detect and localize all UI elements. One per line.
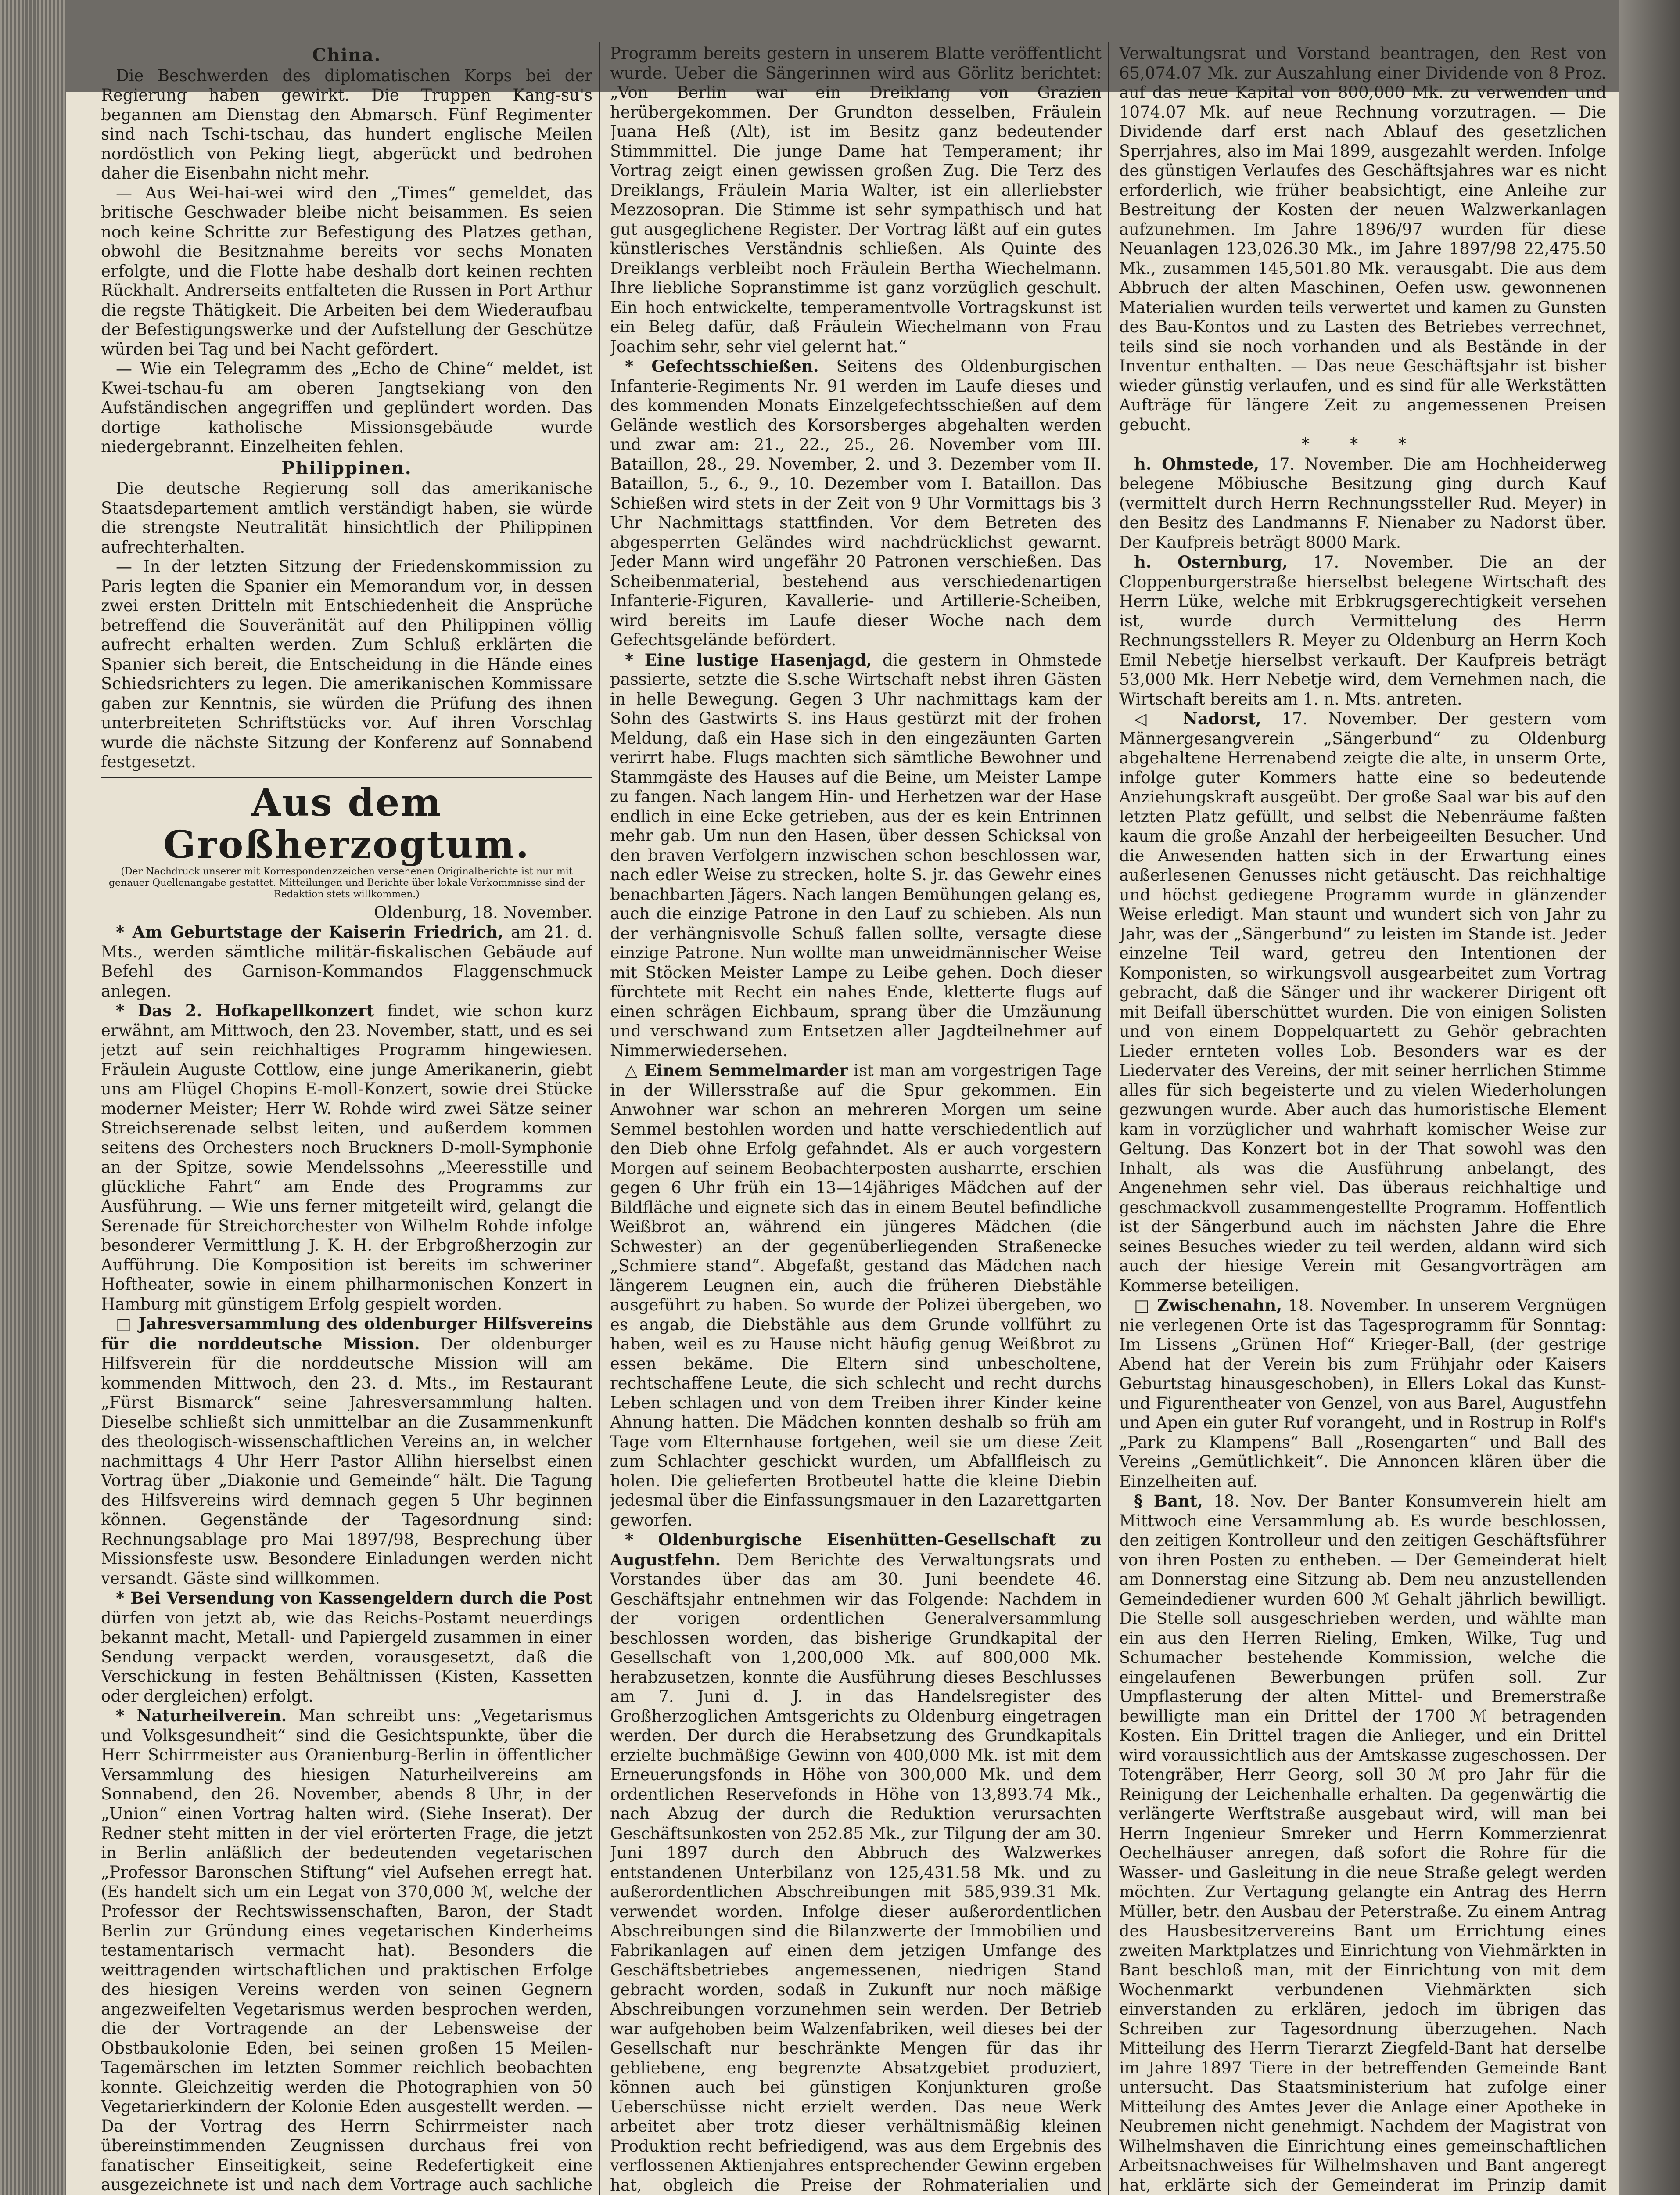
section-heading-china: China. [312,45,381,65]
item-text: Der oldenburger Hilfsverein für die norddeutsche Mission will am kommenden Mittwoch, den 23. d. Mts., im Restaurant „Fürst Bismarck“ seine Jahresversammlung halten. Dieselbe schließt sich unmittelbar an die Zusammenkunft des theologisch-wissenschaftlichen Vereins an, in welcher nachmittags 4 Uhr Herr Pastor Allihn hierselbst einen Vortrag über „Diakonie und Gemeinde“ hält. Die Tagung des Hilfsvereins wird demnach gegen 5 Uhr beginnen können. Gegenstände der Tagesordnung sind: Rechnungsablage pro Mai 1897/98, Besprechung über Missionsfeste usw. Besondere Einladungen werden nicht versandt. Gäste sind willkommen. [101,1334,592,1588]
article-paragraph: — In der letzten Sitzung der Friedenskommission zu Paris legten die Spanier ein Memorandum vor, in dessen zwei ersten Dritteln mit Entschiedenheit die Ansprüche betreffend die Souveränität auf den Philippinen völlig aufrecht erhalten werden. Zum Schluß erklärten die Spanier sich bereit, die Entscheidung in die Hände eines Schiedsrichters zu legen. Die amerikanischen Kommissare gaben zur Kenntnis, sie würden die Prüfung des ihnen unterbreiteten Schriftstücks vor. Auf ihren Vorschlag wurde die nächste Sitzung der Konferenz auf Sonnabend festgesetzt. [101,557,592,771]
news-item [1119,709,1606,1295]
item-text: Dem Berichte des Verwaltungsrats und Vorstandes über das am 30. Juni beendete 46. Geschäftsjahr entnehmen wir das Folgende: Nachdem in der vorigen ordentlichen Generalversammlung beschlossen worden, das bisherige Grundkapital der Gesellschaft von 1,200,000 Mk. auf 800,000 Mk. herabzusetzen, konnte die Ausführung dieses Beschlusses am 7. Juni d. J. in das Handelsregister des Großherzoglichen Amtsgerichts zu Oldenburg eingetragen werden. Der durch die Herabsetzung des Grundkapitals erzielte buchmäßige Gewinn von 400,000 Mk. ist mit dem Erneuerungsfonds in Höhe von 300,000 Mk. und dem ordentlichen Reservefonds in Höhe von 13,893.74 Mk., nach Abzug der durch die Reduktion verursachten Geschäftsunkosten von 252.85 Mk., zur Tilgung der am 30. Juni 1897 durch den Abbruch des Walzwerkes entstandenen Unterbilanz von 125,431.58 Mk. und zu außerordentlichen Abschreibungen mit 585,939.31 Mk. verwendet worden. Infolge dieser außerordentlichen Abschreibungen sind die Bilanzwerte der Immobilien und Fabrikanlagen auf einen dem jetzigen Umfange des Geschäftsbetriebes angemessenen, niedrigen Stand gebracht worden, sodaß in Zukunft nur noch mäßige Abschreibungen vorzunehmen sein werden. Der Betrieb war aufgehoben beim Walzenfabriken, weil dieses bei der Gesellschaft nur beschränkte Mengen für das ihr gebliebene, eng begrenzte Absatzgebiet produziert, können auch bei günstigen Konjunkturen große Ueberschüsse nicht erzielt werden. Das neue Werk arbeitet aber trotz dieser verhältnismäßig kleinen Produktion recht befriedigend, was aus dem Ergebnis des verflossenen Aktienjahres entsprechender Gewinn ergeben hat, obgleich die Preise der Rohmaterialien und [610,1550,1102,2195]
item-lead: ◁ Nadorst, [1134,709,1261,728]
item-text: am 21. d. Mts., werden sämtliche militär-fiskalischen Gebäude auf Befehl des Garnison-Kommandos Flaggenschmuck anlegen. [101,923,592,1000]
reprint-note: (Der Nachdruck unserer mit Korrespondenzzeichen versehenen Originalberichte ist nur mit genauer Quellenangabe gestattet. Mitteilungen und Berichte über lokale Vorkommnisse sind der Redaktion stets willkommen.) [109,866,585,900]
item-text: 17. November. Die am Hochheiderweg belegene Möbiusche Besitzung ging durch Kauf (vermittelt durch Herrn Rechnungssteller Rud. Meyer) in den Besitz des Landmanns F. Nienaber zu Nadorst über. Der Kaufpreis beträgt 8000 Mark. [1119,454,1606,552]
article-paragraph: Programm bereits gestern in unserem Blatte veröffentlicht wurde. Ueber die Sängerinnen wird aus Görlitz berichtet: „Von Berlin war ein Dreiklang von Grazien herübergekommen. Der Grundton desselben, Fräulein Juana Heß (Alt), ist im Besitz ganz bedeutender Stimmmittel. Die junge Dame hat Temperament; ihr Vortrag zeigt einen gewissen großen Zug. Die Terz des Dreiklangs, Fräulein Maria Walter, ist ein allerliebster Mezzosopran. Die Stimme ist sehr sympathisch und hat gut ausgeglichene Register. Der Vortrag läßt auf ein gutes künstlerisches Verständnis schließen. Als Quinte des Dreiklangs verbleibt noch Fräulein Bertha Wiechelmann. Ihre liebliche Sopranstimme ist ganz vorzüglich geschult. Ein hoch entwickelte, temperamentvolle Vortragskunst ist ein Beleg dafür, daß Fräulein Wiechelmann von Frau Joachim sehr, sehr viel gelernt hat.“ [610,44,1102,356]
news-item [101,1706,592,2195]
item-lead: * Naturheilverein. [116,1706,287,1725]
news-item [610,1061,1102,1530]
news-item [1119,552,1606,709]
article-paragraph: — Wie ein Telegramm des „Echo de Chine“ meldet, ist Kwei-tschau-fu am oberen Jangtsekiang von den Aufständischen angegriffen und geplündert worden. Das dortige katholische Missionsgebäude wurde niedergebrannt. Einzelheiten fehlen. [101,359,592,456]
item-text: ist man am vorgestrigen Tage in der Willersstraße auf die Spur gekommen. Ein Anwohner war schon an mehreren Morgen um seine Semmel bestohlen worden und hatte verschiedentlich auf den Dieb ohne Erfolg gefahndet. Als er auch vorgestern Morgen auf seinem Beobachterposten ausharrte, erschien gegen 6 Uhr früh ein 13—14jähriges Mädchen auf der Bildfläche und eignete sich das in einem Beutel befindliche Weißbrot an, während ein jüngeres Mädchen (die Schwester) an der gegenüberliegenden Straßenecke „Schmiere stand“. Abgefaßt, gestand das Mädchen nach längerem Leugnen ein, auch die früheren Diebstähle ausgeführt zu haben. So wurde der Polizei übergeben, wo es angab, die Diebstähle aus dem Grunde vollführt zu haben, weil es zu Hause nicht häufig genug Weißbrot zu essen bekäme. Die Eltern sind unbescholtene, rechtschaffene Leute, die sich schlecht und recht durchs Leben schlagen und von dem Treiben ihrer Kinder keine Ahnung hatten. Die Mädchen konnten deshalb so früh am Tage vom Elternhause fortgehen, weil sie um diese Zeit zum Schlachter geschickt wurden, um Abfallfleisch zu holen. Die gelieferten Brotbeutel hatte die kleine Diebin jedesmal über die Einfassungsmauer in den Lazarettgarten geworfen. [610,1061,1102,1529]
section-heading-grossherzogtum: Aus dem Großherzogtum. [101,777,592,866]
item-text: 17. November. Der gestern vom Männergesangverein „Sängerbund“ zu Oldenburg abgehaltene Herrenabend zeigte die alte, in unserm Orte, infolge guter Kommers hatte eine so bedeutende Anziehungskraft ausgeübt. Der große Saal war bis auf den letzten Platz gefüllt, und selbst die Nebenräume faßten kaum die große Anzahl der herbeigeeilten Besucher. Und die Anwesenden hatten sich in der Erwartung eines außerlesenen Genusses nicht getäuscht. Das reichhaltige und höchst gediegene Programm wurde in glänzender Weise erledigt. Man staunt und wundert sich von Jahr zu Jahr, was der „Sängerbund“ zu leisten im Stande ist. Jeder einzelne Teil ward, getreu den Intentionen der Komponisten, so wirkungsvoll ausgearbeitet zum Vortrag gebracht, daß die Sänger und ihr wackerer Dirigent oft mit Beifall überschüttet wurden. Die von einigen Solisten und von einem Doppelquartett zu Gehör gebrachten Lieder ernteten volles Lob. Besonders war es der Liedervater des Vereins, der mit seiner herrlichen Stimme alles für sich begeisterte und zu vielen Wiederholungen gezwungen wurde. Aber auch das humoristische Element kam in vorzüglicher und wahrhaft komischer Weise zur Geltung. Das Konzert bot in der That sowohl was den Inhalt, als was die Ausführung anbelangt, des Angenehmen sehr viel. Das überaus reichhaltige und geschmackvoll zusammengestellte Programm. Hoffentlich ist der Sängerbund auch im nächsten Jahre die Ehre seines Besuches wieder zu teil werden, aldann wird sich auch der hiesige Verein mit Gesangvorträgen am Kommerse beteiligen. [1119,709,1606,1295]
item-text: 17. November. Die an der Cloppenburgerstraße hierselbst belegene Wirtschaft des Herrn Lüke, welche mit Erbkrugsgerechtigkeit versehen ist, wurde durch Vermittelung des Herrn Rechnungsstellers R. Meyer zu Oldenburg an Herrn Koch Emil Nebetje hierselbst verkauft. Der Kaufpreis beträgt 53,000 Mk. Herr Nebetje wird, dem Vernehmen nach, die Wirtschaft bereits am 1. n. Mts. antreten. [1119,553,1606,709]
section-separator-stars: * * * [1301,435,1424,453]
article-paragraph: Verwaltungsrat und Vorstand beantragen, den Rest von 65,074.07 Mk. zur Auszahlung einer Dividende von 8 Proz. auf das neue Kapital von 800,000 Mk. zu verwenden und 1074.07 Mk. auf neue Rechnung vorzutragen. — Die Dividende darf erst nach Ablauf des gesetzlichen Sperrjahres, also im Mai 1899, ausgezahlt werden. Infolge des günstigen Verlaufes des Geschäftsjahres war es nicht erforderlich, wie früher beabsichtigt, eine Anleihe zur Bestreitung der Kosten der neuen Walzwerkanlagen aufzunehmen. Im Jahre 1896/97 wurden für diese Neuanlagen 123,026.30 Mk., im Jahre 1897/98 22,475.50 Mk., zusammen 145,501.80 Mk. verausgabt. Die aus dem Abbruch der alten Maschinen, Oefen usw. gewonnenen Materialien wurden teils verwertet und kamen zu Gunsten des Bau-Kontos und zu Lasten des Betriebes verrechnet, teils sind sie noch vorhanden und als Bestände in der Inventur enthalten. — Das neue Geschäftsjahr ist bisher wieder günstig verlaufen, und es sind für alle Werkstätten Aufträge für längere Zeit zu angemessenen Preisen gebucht. [1119,44,1606,434]
article-paragraph: — Aus Wei-hai-wei wird den „Times“ gemeldet, das britische Geschwader bleibe nicht beisammen. Es seien noch keine Schritte zur Befestigung des Platzes gethan, obwohl die Besitznahme bereits vor sechs Monaten erfolgte, und die Flotte habe deshalb dort keinen rechten Rückhalt. Andrerseits entfalteten die Russen in Port Arthur die regste Thätigkeit. Die Arbeiten bei dem Wiederaufbau der Befestigungswerke und der Aufstellung der Geschütze würden bei Tag und bei Nacht gefördert. [101,183,592,359]
news-item [1119,1295,1606,1491]
item-text: 18. November. In unserem Vergnügen nie verlegenen Orte ist das Tagesprogramm für Sonntag: Im Lissens „Grünen Hof“ Krieger-Ball, (der gestrige Abend hat der Verein bis zum Frühjahr oder Kaisers Geburtstag hinausgeschoben), in Ellers Lokal das Kunst- und Figurentheater von Genzel, von aus Barel, Augustfehn und Apen ein guter Ruf vorangeht, und in Rostrup in Rolf's „Park zu Klampens“ Ball „Rosengarten“ und Ball des Vereins „Gemütlichkeit“. Die Annoncen klären über die Einzelheiten auf. [1119,1296,1606,1491]
column-3 [1119,44,1606,2195]
item-text: findet, wie schon kurz erwähnt, am Mittwoch, den 23. November, statt, und es sei jetzt auf sein reichhaltiges Programm hingewiesen. Fräulein Auguste Cottlow, eine junge Amerikanerin, giebt uns am Flügel Chopins E-moll-Konzert, sowie drei Stücke moderner Meister; Herr W. Rohde wird zwei Sätze seiner Streichserenade selbst leiten, und außerdem kommen seitens des Orchesters noch Bruckners D-moll-Symphonie an der Spitze, sowie Mendelssohns „Meeresstille und glückliche Fahrt“ am Ende des Programms zur Ausführung. — Wie uns ferner mitgeteilt wird, gelangt die Serenade für Streichorchester von Wilhelm Rohde infolge besonderer Vermittlung J. K. H. der Erbgroßherzogin zur Aufführung. Die Komposition ist bereits im schweriner Hoftheater, sowie in einem philharmonischen Konzert in Hamburg mit günstigem Erfolg gespielt worden. [101,1001,592,1313]
article-paragraph: Die Beschwerden des diplomatischen Korps bei der Regierung haben gewirkt. Die Truppen Kang-su's begannen am Dienstag den Abmarsch. Fünf Regimenter sind nach Tschi-tschau, das hundert englische Meilen nordöstlich von Peking liegt, abgerückt und bedrohen daher die Eisenbahn nicht mehr. [101,66,592,183]
news-item [610,650,1102,1061]
dateline: Oldenburg, 18. November. [373,903,592,922]
page-edge-shadow [1619,0,1680,2195]
item-lead: h. Osternburg, [1134,552,1288,572]
news-item [1119,454,1606,553]
item-lead: * Gefechtsschießen. [625,356,819,376]
news-item [610,356,1102,650]
item-text: Seitens des Oldenburgischen Infanterie-Regiments Nr. 91 werden im Laufe dieses und des kommenden Monats Einzelgefechtsschießen auf dem Gelände westlich des Korsorsberges abgehalten werden und zwar am: 21., 22., 25., 26. November vom III. Bataillon, 28., 29. November, 2. und 3. Dezember vom II. Bataillon, 5., 6., 9., 10. Dezember vom I. Bataillon. Das Schießen wird stets in der Zeit von 9 Uhr Vormittags bis 3 Uhr Nachmittags stattfinden. Vor dem Betreten des abgesperrten Geländes wird nachdrücklichst gewarnt. Jeder Mann wird ungefähr 20 Patronen verschießen. Das Scheibenmaterial, bestehend aus verschiedenartigen Infanterie-Figuren, Kavallerie- und Artillerie-Scheiben, wird bereits im Laufe dieser Woche nach dem Gefechtsgelände befördert. [610,357,1102,649]
item-text: Man schreibt uns: „Vegetarismus und Volksgesundheit“ sind die Gesichtspunkte, über die Herr Schirrmeister aus Oranienburg-Berlin in öffentlicher Versammlung des hiesigen Naturheilvereins am Sonnabend, den 26. November, abends 8 Uhr, in der „Union“ einen Vortrag halten wird. (Siehe Inserat). Der Redner steht mitten in der viel erörterten Frage, die jetzt in Berlin anläßlich der bedeutenden vegetarischen „Professor Baronschen Stiftung“ viel Aufsehen erregt hat. (Es handelt sich um ein Legat von 370,000 ℳ, welche der Professor der Rechtswissenschaften, Baron, der Stadt Berlin zur Gründung eines vegetarischen Kinderheims testamentarisch vermacht hat). Besonders die weittragenden wirtschaftlichen und praktischen Erfolge des hiesigen Vereins werden von seinen Gegnern angezweifelten Vegetarismus werden besprochen werden, die der Vortragende an der Lebensweise der Obstbaukolonie Eden, bei seinen großen 15 Meilen-Tagemärschen im letzten Sommer reichlich beobachten konnte. Gleichzeitig werden die Photographien von 50 Vegetarierkindern der Kolonie Eden ausgestellt werden. — Da der Vortrag des Herrn Schirrmeister nach übereinstimmenden Zeugnissen durchaus frei von fanatischer Einseitigkeit, seine Redefertigkeit eine ausgezeichnete ist und nach dem Vortrage auch sachliche [101,1706,592,2194]
item-lead: * Oldenburgische Eisenhütten-Gesellschaft zu Augustfehn. [610,1530,1102,1569]
column-rule [599,42,600,2195]
news-item [610,1530,1102,2195]
item-lead: * Bei Versendung von Kassengeldern durch die Post [116,1588,592,1608]
article-paragraph: Die deutsche Regierung soll das amerikanische Staatsdepartement amtlich verständigt haben, sie würde die strengste Neutralität hinsichtlich der Philippinen aufrechterhalten. [101,479,592,557]
item-lead: § Bant, [1134,1491,1203,1511]
news-item [101,922,592,1001]
item-lead: □ Jahresversammlung des oldenburger Hilfsvereins für die norddeutsche Mission. [101,1314,592,1353]
book-binding [0,0,66,2195]
news-item [101,1001,592,1314]
item-lead: * Eine lustige Hasenjagd, [625,650,872,669]
column-2 [610,44,1102,2195]
news-item [1119,1491,1606,2195]
item-text: dürfen von jetzt ab, wie das Reichs-Postamt neuerdings bekannt macht, Metall- und Papiergeld zusammen in einer Sendung verpackt werden, vorausgesetzt, daß die Verschickung in festen Behältnissen (Kisten, Kassetten oder dergleichen) erfolgt. [101,1608,592,1706]
column-rule [1108,42,1109,2195]
news-item [101,1588,592,1706]
item-lead: △ Einem Semmelmarder [625,1061,848,1080]
column-1 [101,44,592,2195]
section-heading-philippines: Philippinen. [281,457,412,479]
item-lead: h. Ohmstede, [1134,454,1260,474]
news-item [101,1314,592,1588]
item-text: die gestern in Ohmstede passierte, setzte die S.sche Wirtschaft nebst ihren Gästen in helle Bewegung. Gegen 3 Uhr nachmittags kam der Sohn des Gastwirts S. ins Haus gestürzt mit der frohen Meldung, daß ein Hase sich in den eingezäunten Garten verirrt habe. Flugs machten sich sämtliche Bewohner und Stammgäste des Hauses auf die Beine, um Meister Lampe zu fangen. Nach langem Hin- und Herhetzen war der Hase endlich in eine Ecke getrieben, aus der es kein Entrinnen mehr gab. Um nun den Hasen, über dessen Schicksal von den braven Verfolgern inzwischen schon beschlossen war, nach edler Weise zu strecken, holte S. jr. das Gewehr eines benachbarten Jägers. Nach langen Bemühungen gelang es, auch die einzige Patrone in den Lauf zu schieben. Als nun der verhängnisvolle Schuß fallen sollte, versagte diese einzige Patrone. Nun wollte man unweidmännischer Weise mit Stöcken Meister Lampe zu Leibe gehen. Doch dieser fürchtete mit Recht ein nahes Ende, kletterte flugs auf einen schrägen Eichbaum, sprang über die Umzäunung und verschwand zum Entsetzen aller Jagdteilnehmer auf Nimmerwiedersehen. [610,650,1102,1060]
item-lead: * Am Geburtstage der Kaiserin Friedrich, [116,922,503,942]
item-lead: □ Zwischenahn, [1134,1295,1282,1315]
item-text: 18. Nov. Der Banter Konsumverein hielt am Mittwoch eine Versammlung ab. Es wurde beschlossen, den zeitigen Kontrolleur und den zeitigen Geschäftsführer von ihren Posten zu entheben. — Der Gemeinderat hielt am Donnerstag eine Sitzung ab. Dem neu anzustellenden Gemeindediener wurden 600 ℳ Gehalt jährlich bewilligt. Die Stelle soll ausgeschrieben werden, und wählte man ein aus den Herren Rieling, Emken, Wilke, Tug und Schumacher bestehende Kommission, welche die eingelaufenen Bewerbungen prüfen soll. Zur Umpflasterung der alten Mittel- und Bremerstraße bewilligte man ein Drittel der 1700 ℳ betragenden Kosten. Ein Drittel tragen die Anlieger, und ein Drittel wird voraussichtlich aus der Amtskasse zugeschossen. Der Totengräber, Herr Georg, soll 30 ℳ pro Jahr für die Reinigung der Leichenhalle erhalten. Da gegenwärtig die verlängerte Werftstraße ausgebaut wird, will man bei Herrn Ingenieur Smreker und Herrn Kommerzienrat Oechelhäuser anregen, daß sofort die Rohre für die Wasser- und Gasleitung in die neue Straße gelegt werden möchten. Zur Vertagung gelangte ein Antrag des Herrn Müller, betr. den Ausbau der Peterstraße. Zu einem Antrag des Hausbesitzervereins Bant um Errichtung eines zweiten Marktplatzes und Einrichtung von Viehmärkten in Bant beschloß man, mit der Einrichtung von mit dem Wochenmarkt verbundenen Viehmärkten sich einverstanden zu erklären, jedoch im übrigen das Schreiben zur Tagesordnung überzugehen. Nach Mitteilung des Herrn Tierarzt Ziegfeld-Bant hat derselbe im Jahre 1897 Tiere in der betreffenden Gemeinde Bant untersucht. Das Staatsministerium hat zufolge einer Mitteilung des Amtes Jever die Anlage einer Apotheke in Neubremen nicht genehmigt. Nachdem der Magistrat von Wilhelmshaven die Einrichtung eines gemeinschaftlichen Arbeitsnachweises für Wilhelmshaven und Bant angeregt hat, erklärte sich der Gemeinderat im Prinzip damit [1119,1492,1606,2195]
item-lead: * Das 2. Hofkapellkonzert [116,1001,374,1020]
